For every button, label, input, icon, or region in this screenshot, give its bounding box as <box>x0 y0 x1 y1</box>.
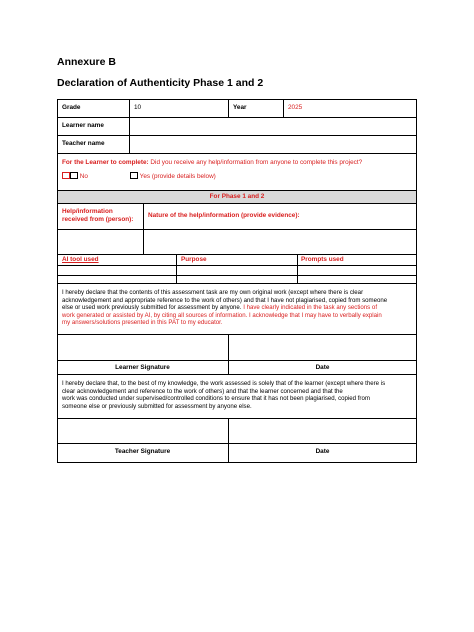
ai-tool-header: AI tool used <box>62 256 99 263</box>
checkbox-yes-icon[interactable] <box>130 172 138 179</box>
teacher-declaration-line: someone else or previously submitted for assessment by anyone else. <box>62 402 252 410</box>
learner-declaration-line: acknowledgement and appropriate reference to the work of others) and that I have not plagiarised, copied from someone <box>62 296 388 304</box>
help-from-label-line1: Help/information <box>62 208 113 215</box>
ai-disclosure-line: work generated or assisted by AI, by citing all sources of information. I acknowledge that I may have to verbally explain <box>62 311 382 319</box>
option-yes[interactable] <box>130 172 216 181</box>
ai-disclosure-text: I have clearly indicated in the task any sections of <box>241 304 378 312</box>
phase-header: For Phase 1 and 2 <box>209 193 265 200</box>
learner-date-field[interactable] <box>229 335 416 360</box>
help-from-label <box>62 208 133 223</box>
learner-declaration-line: else or used work previously submitted for assessment by anyone. I have clearly indicated in the task any sections of <box>62 304 378 312</box>
teacher-date-field[interactable] <box>229 419 416 443</box>
teacher-declaration-line: I hereby declare that, to the best of my knowledge, the work assessed is solely that of the learner (except where there is <box>62 380 386 387</box>
option-yes-label: Yes (provide details below) <box>139 173 216 180</box>
help-from-field[interactable] <box>58 230 143 254</box>
help-from-label-line2: received from (person): <box>62 215 134 223</box>
learner-name-field[interactable] <box>130 118 416 135</box>
checkbox-no-outline-icon <box>70 172 78 179</box>
learner-prompt-question: Did you receive any help/information from anyone to complete this project? <box>148 159 363 166</box>
annexure-title: Annexure B <box>57 56 116 68</box>
teacher-date-label: Date <box>315 448 330 455</box>
option-no-label: No <box>79 173 88 180</box>
teacher-signature-field[interactable] <box>58 419 228 443</box>
teacher-declaration-line: clear acknowledgement and reference to the work of others) and that the learner concerned and that the <box>62 387 343 395</box>
teacher-signature-label: Teacher Signature <box>114 448 171 455</box>
ai-disclosure-line: my answers/solutions presented in this PAT to my educator. <box>62 319 223 327</box>
help-nature-field[interactable] <box>144 230 416 254</box>
help-nature-label: Nature of the help/information (provide evidence): <box>148 212 300 219</box>
grade-value[interactable]: 10 <box>134 104 142 111</box>
prompts-field[interactable] <box>298 266 416 275</box>
learner-help-prompt <box>62 159 362 167</box>
teacher-name-field[interactable] <box>130 136 416 153</box>
learner-signature-label: Learner Signature <box>115 364 170 371</box>
learner-date-label: Date <box>315 364 330 371</box>
learner-name-label: Learner name <box>62 122 104 129</box>
year-label: Year <box>233 104 247 111</box>
grade-label: Grade <box>62 104 81 111</box>
purpose-header: Purpose <box>181 256 207 263</box>
purpose-field[interactable] <box>177 266 297 275</box>
declaration-title: Declaration of Authenticity Phase 1 and 2 <box>57 77 264 89</box>
learner-prompt-bold: For the Learner to complete: <box>62 159 149 166</box>
checkbox-no-icon[interactable] <box>62 172 70 179</box>
teacher-declaration-line: work was conducted under supervised/controlled conditions to ensure that it has not been plagiarised, copied from <box>62 395 370 403</box>
teacher-name-label: Teacher name <box>62 140 105 147</box>
teacher-declaration <box>62 380 414 410</box>
learner-declaration-line: I hereby declare that the contents of this assessment task are my own original work (except where there is clear <box>62 289 364 296</box>
ai-tool-field[interactable] <box>58 266 176 275</box>
learner-declaration <box>62 289 414 327</box>
learner-signature-field[interactable] <box>58 335 228 360</box>
option-no[interactable] <box>62 172 88 181</box>
year-value[interactable]: 2025 <box>288 104 303 111</box>
prompts-header: Prompts used <box>301 256 344 263</box>
